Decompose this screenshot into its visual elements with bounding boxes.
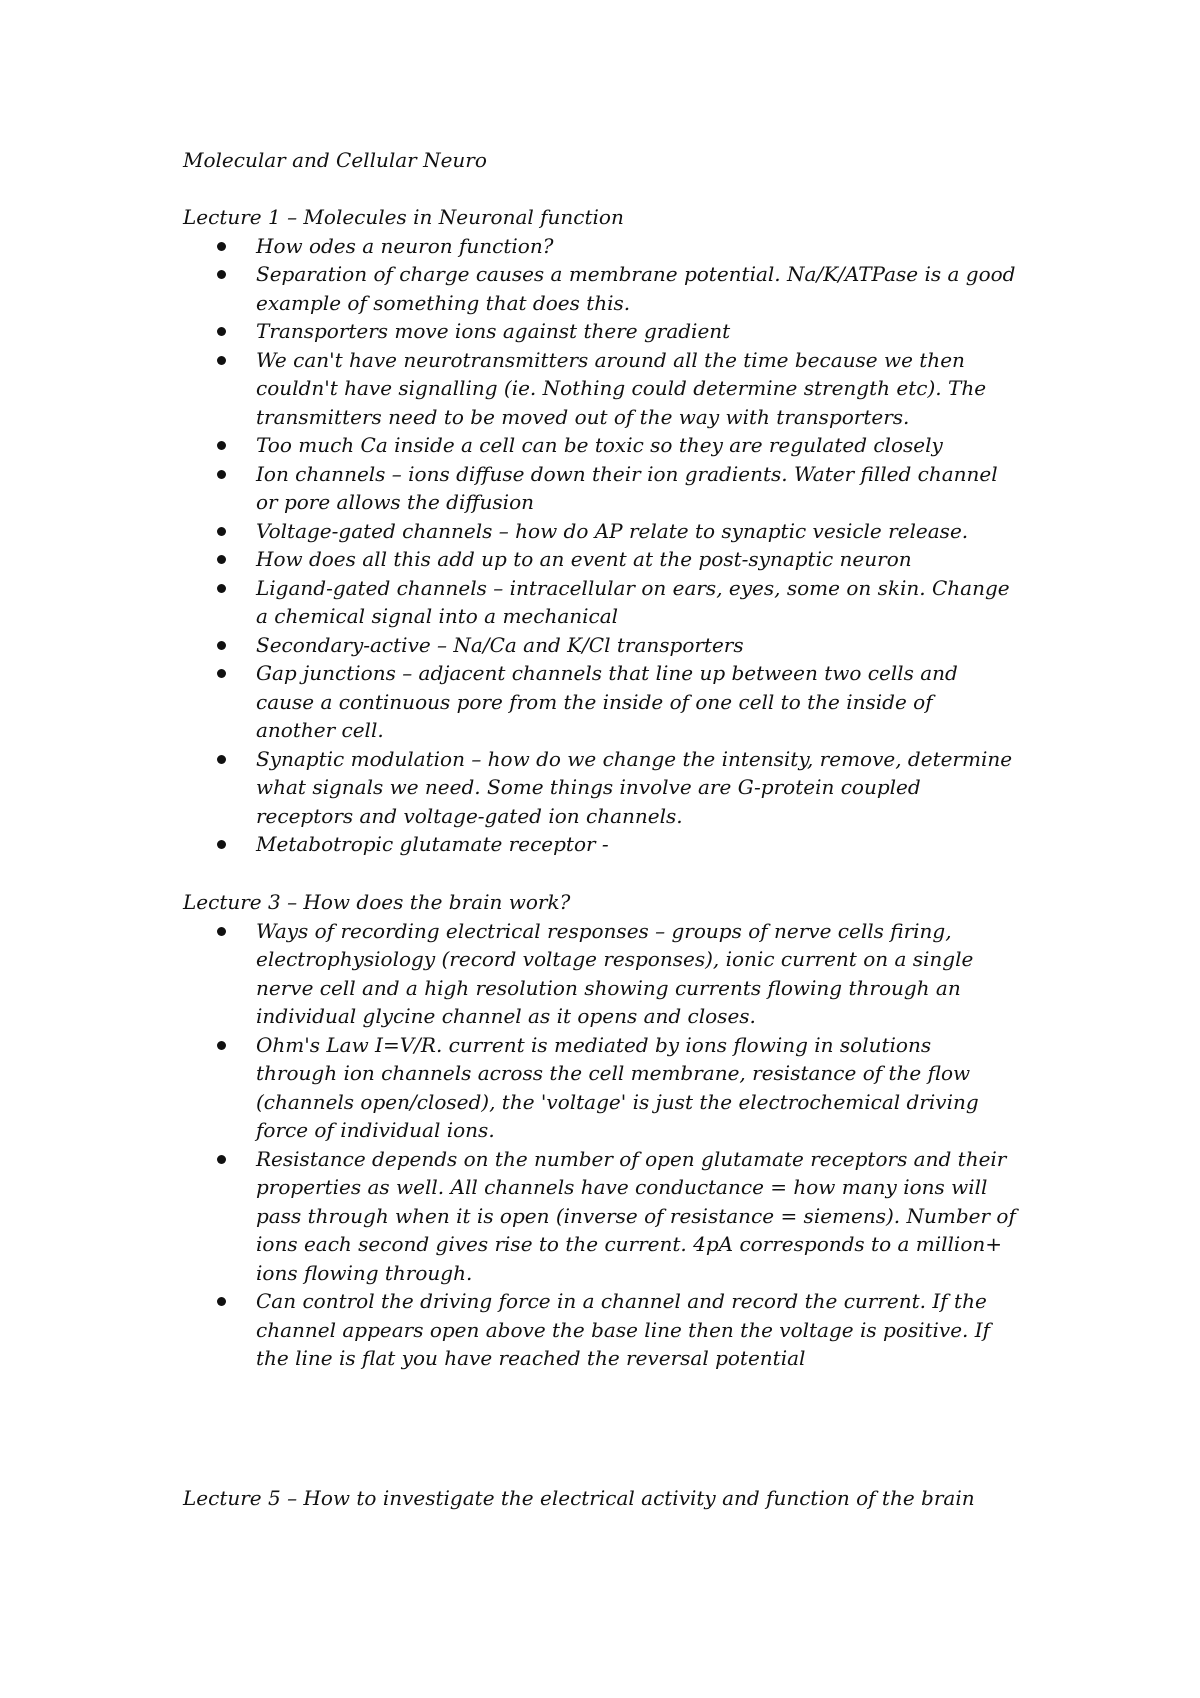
bullet-dot-icon: [217, 669, 226, 678]
bullet-text: Separation of charge causes a membrane potential. Na/K/ATPase is a good example of something that does this.: [256, 262, 1016, 315]
bullet-item: [183, 431, 1016, 460]
bullet-dot-icon: [217, 555, 226, 564]
bullet-item: [183, 1145, 1016, 1288]
bullet-item: [183, 659, 1016, 745]
bullet-item: [183, 574, 1016, 631]
bullet-text: Too much Ca inside a cell can be toxic so they are regulated closely: [256, 433, 943, 457]
bullet-item: [183, 517, 1016, 546]
bullet-text: Secondary-active – Na/Ca and K/Cl transporters: [256, 632, 744, 657]
bullet-text: Voltage-gated channels – how do AP relate to synaptic vesicle release.: [256, 518, 969, 543]
bullet-dot-icon: [217, 1155, 226, 1164]
bullet-text: How does all this add up to an event at the post-synaptic neuron: [256, 547, 912, 571]
bullet-item: [183, 346, 1016, 432]
bullet-dot-icon: [217, 527, 226, 536]
bullet-item: [183, 1031, 1016, 1145]
bullet-dot-icon: [217, 1041, 226, 1050]
bullet-item: [183, 745, 1016, 831]
section-heading: Lecture 3 – How does the brain work?: [183, 890, 571, 914]
bullet-item: [183, 917, 1016, 1031]
bullet-item: [183, 460, 1016, 517]
bullet-text: Resistance depends on the number of open glutamate receptors and their properties as well. All channels have conductance = how many ions will pass through when it is open (inverse of resistance = siemens). Number of ions each second gives rise to the current. 4pA corresponds to a million+ ions flowing through.: [256, 1146, 1016, 1285]
bullet-dot-icon: [217, 470, 226, 479]
bullet-list: [183, 917, 1043, 1373]
bullet-item: [183, 317, 1016, 346]
document-title: Molecular and Cellular Neuro: [183, 148, 487, 172]
bullet-dot-icon: [217, 356, 226, 365]
bullet-text: Ohm's Law I=V/R. current is mediated by ions flowing in solutions through ion channels across the cell membrane, resistance of the flow (channels open/closed), the 'voltage' is just the electrochemical driving force of individual ions.: [256, 1032, 979, 1142]
bullet-text: Ways of recording electrical responses – groups of nerve cells firing, electrophysiology (record voltage responses), ionic current on a single nerve cell and a high resolution showing currents flowing through an individual glycine channel as it opens and closes.: [256, 918, 974, 1028]
section-heading: Lecture 1 – Molecules in Neuronal function: [183, 205, 624, 229]
bullet-dot-icon: [217, 840, 226, 849]
bullet-list: [183, 232, 1043, 859]
bullet-text: Ligand-gated channels – intracellular on ears, eyes, some on skin. Change a chemical signal into a mechanical: [256, 575, 1010, 628]
bullet-item: [183, 545, 1016, 574]
section-lecture-5: [183, 1484, 1043, 1513]
bullet-text: We can't have neurotransmitters around all the time because we then couldn't have signalling (ie. Nothing could determine strength etc). The transmitters need to be moved out of the way with transporters.: [256, 347, 987, 429]
bullet-dot-icon: [217, 755, 226, 764]
bullet-text: How odes a neuron function?: [256, 233, 554, 258]
bullet-dot-icon: [217, 270, 226, 279]
bullet-dot-icon: [217, 641, 226, 650]
bullet-text: Synaptic modulation – how do we change the intensity, remove, determine what signals we need. Some things involve are G-protein coupled receptors and voltage-gated ion channels.: [256, 746, 1013, 828]
section-heading: Lecture 5 – How to investigate the electrical activity and function of the brain: [183, 1486, 975, 1510]
bullet-item: [183, 631, 1016, 660]
bullet-text: Ion channels – ions diffuse down their ion gradients. Water filled channel or pore allows the diffusion: [256, 461, 998, 514]
bullet-dot-icon: [217, 327, 226, 336]
bullet-text: Transporters move ions against there gradient: [256, 319, 731, 343]
section-lecture-3: [183, 888, 1043, 1373]
bullet-item: [183, 830, 1016, 859]
section-lecture-1: [183, 203, 1043, 859]
bullet-item: [183, 232, 1016, 261]
bullet-text: Can control the driving force in a channel and record the current. If the channel appears open above the base line then the voltage is positive. If the line is flat you have reached the reversal potential: [256, 1289, 991, 1370]
bullet-dot-icon: [217, 1297, 226, 1306]
bullet-text: Metabotropic glutamate receptor -: [256, 832, 609, 856]
bullet-dot-icon: [217, 441, 226, 450]
bullet-dot-icon: [217, 242, 226, 251]
bullet-dot-icon: [217, 927, 226, 936]
bullet-text: Gap junctions – adjacent channels that line up between two cells and cause a continuous pore from the inside of one cell to the inside of another cell.: [256, 661, 958, 742]
bullet-item: [183, 1287, 1016, 1373]
bullet-dot-icon: [217, 584, 226, 593]
bullet-item: [183, 260, 1016, 317]
